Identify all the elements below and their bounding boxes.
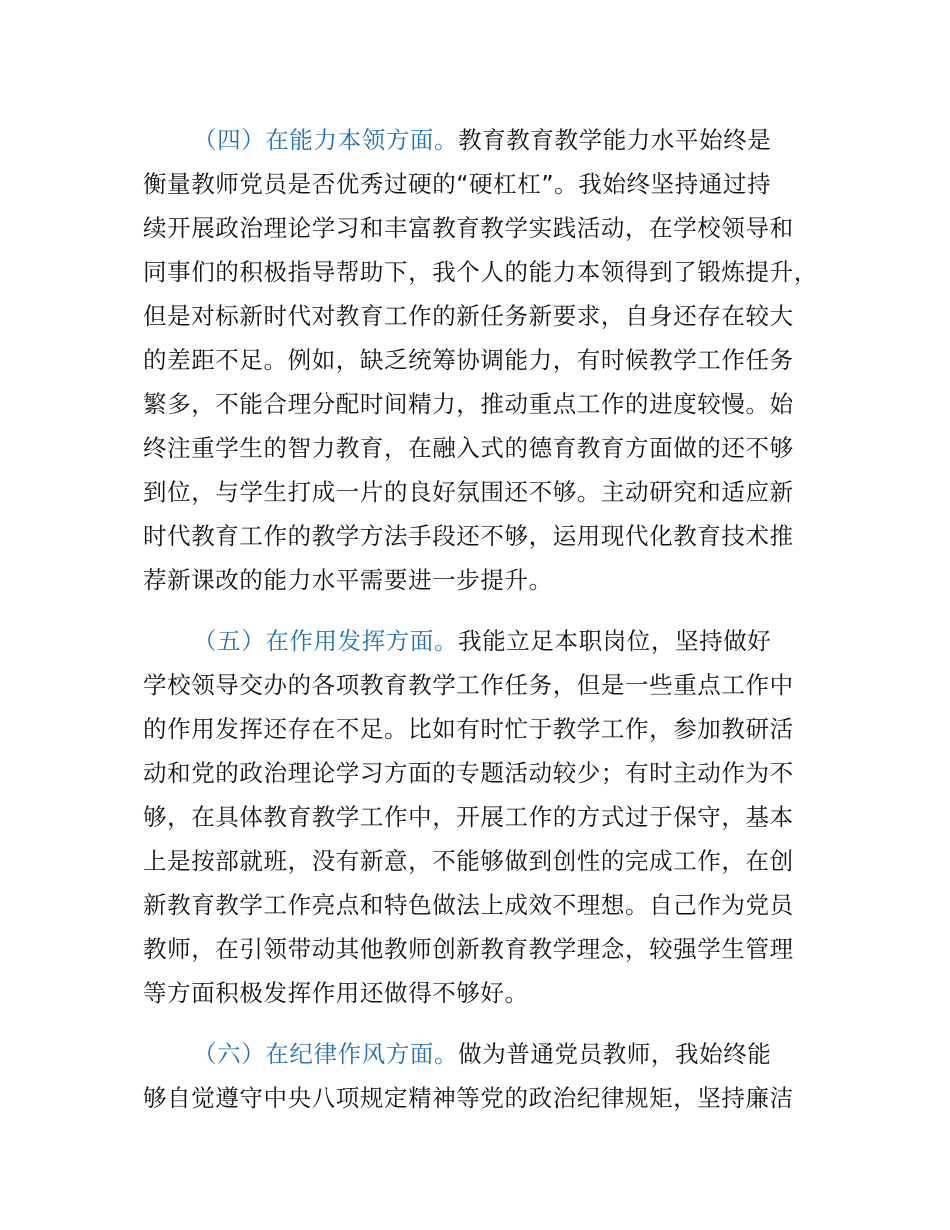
- section-heading: （四）在能力本领方面。: [193, 126, 459, 154]
- paragraph-line: 够自觉遵守中央八项规定精神等党的政治纪律规矩，坚持廉洁: [143, 1084, 794, 1112]
- paragraph-line: 衡量教师党员是否优秀过硬的“硬杠杠”。我始终坚持通过持: [143, 170, 772, 198]
- section-heading: （六）在纪律作风方面。: [193, 1040, 459, 1068]
- paragraph-line: 时代教育工作的教学方法手段还不够，运用现代化教育技术推: [143, 522, 794, 550]
- paragraph-line: 够，在具体教育教学工作中，开展工作的方式过于保守，基本: [143, 803, 794, 831]
- paragraph-text: 教育教育教学能力水平始终是: [458, 126, 772, 154]
- paragraph-line: 终注重学生的智力教育，在融入式的德育教育方面做的还不够: [143, 434, 794, 462]
- paragraph-text: 做为普通党员教师，我始终能: [458, 1040, 772, 1068]
- paragraph-line: 教师，在引领带动其他教师创新教育教学理念，较强学生管理: [143, 935, 794, 963]
- paragraph-first-line: [193, 118, 771, 162]
- paragraph-first-line: [193, 619, 771, 663]
- paragraph-line: 到位，与学生打成一片的良好氛围还不够。主动研究和适应新: [143, 478, 794, 506]
- paragraph-line: 动和党的政治理论学习方面的专题活动较少；有时主动作为不: [143, 759, 794, 787]
- paragraph-line: 的差距不足。例如，缺乏统筹协调能力，有时候教学工作任务: [143, 346, 794, 374]
- paragraph-line: 繁多，不能合理分配时间精力，推动重点工作的进度较慢。始: [143, 390, 794, 418]
- paragraph-line: 的作用发挥还存在不足。比如有时忙于教学工作，参加教研活: [143, 715, 794, 743]
- section-heading: （五）在作用发挥方面。: [193, 627, 459, 655]
- paragraph-line: 等方面积极发挥作用还做得不够好。: [143, 979, 529, 1007]
- paragraph-line: 续开展政治理论学习和丰富教育教学实践活动，在学校领导和: [143, 214, 794, 242]
- paragraph-line: 荐新课改的能力水平需要进一步提升。: [143, 566, 553, 594]
- paragraph-first-line: [193, 1032, 771, 1076]
- paragraph-line: 学校领导交办的各项教育教学工作任务，但是一些重点工作中: [143, 671, 794, 699]
- paragraph-line: 新教育教学工作亮点和特色做法上成效不理想。自己作为党员: [143, 891, 794, 919]
- paragraph-line: 但是对标新时代对教育工作的新任务新要求，自身还存在较大: [143, 302, 794, 330]
- paragraph-line: 上是按部就班，没有新意，不能够做到创性的完成工作，在创: [143, 847, 794, 875]
- paragraph-line: 同事们的积极指导帮助下，我个人的能力本领得到了锻炼提升，: [143, 258, 818, 286]
- paragraph-text: 我能立足本职岗位，坚持做好: [458, 627, 772, 655]
